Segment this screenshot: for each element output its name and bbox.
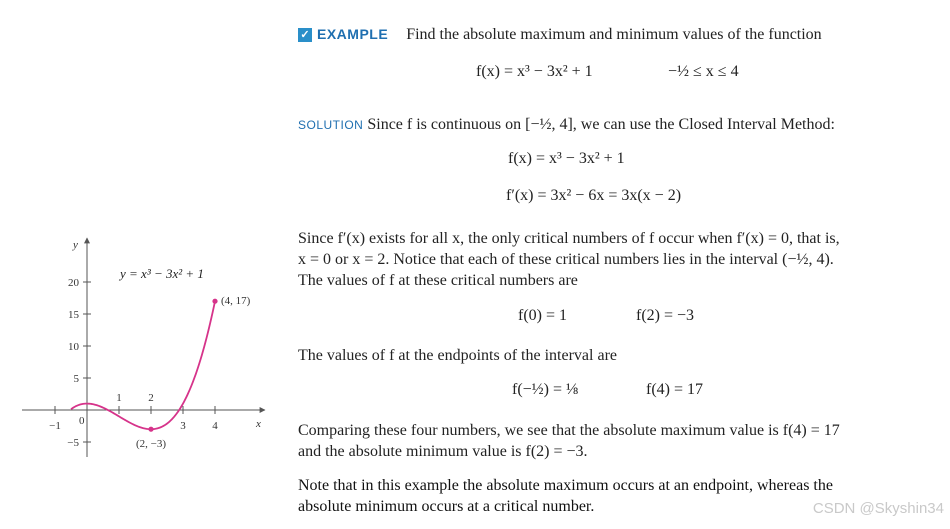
note-paragraph xyxy=(298,475,833,517)
function-equation: f(x) = x³ − 3x² + 1 xyxy=(476,63,593,80)
paragraph-comparison-line1: Comparing these four numbers, we see that the absolute maximum value is f(4) = 17 xyxy=(298,422,840,439)
point-label: (4, 17) xyxy=(221,295,251,308)
example-label: EXAMPLE xyxy=(317,26,389,42)
example-heading xyxy=(298,26,822,44)
note-line2: absolute minimum occurs at a critical number. xyxy=(298,498,595,515)
paragraph-endpoints: The values of f at the endpoints of the interval are xyxy=(298,347,617,364)
paragraph-critical xyxy=(298,228,840,291)
x-tick-label: −1 xyxy=(49,420,61,432)
y-axis-label: y xyxy=(73,239,78,251)
interval-condition: −½ ≤ x ≤ 4 xyxy=(668,63,739,80)
x-tick-label: 3 xyxy=(180,420,186,432)
note-line1: Note that in this example the absolute maximum occurs at an endpoint, whereas the xyxy=(298,477,833,494)
endpoint-value-right: f(4) = 17 xyxy=(646,381,704,398)
x-axis-label: x xyxy=(256,418,261,430)
endpoint-value-left: f(−½) = ⅛ xyxy=(512,381,579,398)
y-tick-label: −5 xyxy=(67,437,79,449)
critical-value-f2: f(2) = −3 xyxy=(636,307,695,324)
solution-intro-line xyxy=(298,114,835,136)
y-tick-label: 5 xyxy=(73,373,79,385)
solution-label: SOLUTION xyxy=(298,118,364,132)
curve-equation-label: y = x³ − 3x² + 1 xyxy=(120,266,204,281)
origin-label: 0 xyxy=(79,415,85,427)
point-label: (2, −3) xyxy=(135,438,167,451)
watermark: CSDN @Skyshin34 xyxy=(812,500,944,517)
x-tick-label: 2 xyxy=(148,392,154,404)
solution-eq-f: f(x) = x³ − 3x² + 1 xyxy=(508,150,625,167)
point-marker xyxy=(148,427,153,432)
solution-eq-fprime: f′(x) = 3x² − 6x = 3x(x − 2) xyxy=(506,187,682,204)
y-tick-label: 10 xyxy=(68,341,79,353)
paragraph-comparison xyxy=(298,420,840,462)
paragraph-critical-line3: The values of f at these critical numbers are xyxy=(298,272,578,289)
point-marker xyxy=(212,299,217,304)
critical-value-f0: f(0) = 1 xyxy=(518,307,568,324)
solution-intro: Since f is continuous on [−½, 4], we can use the Closed Interval Method: xyxy=(367,116,835,133)
example-prompt: Find the absolute maximum and minimum values of the function xyxy=(406,26,822,43)
paragraph-critical-line1: Since f′(x) exists for all x, the only critical numbers of f occur when f′(x) = 0, that is, xyxy=(298,230,840,247)
checkmark-v-icon: ✓ xyxy=(298,28,312,42)
y-tick-label: 15 xyxy=(68,309,79,321)
x-tick-label: 1 xyxy=(116,392,122,404)
paragraph-comparison-line2: and the absolute minimum value is f(2) = −3. xyxy=(298,443,588,460)
y-tick-label: 20 xyxy=(68,277,79,289)
x-tick-label: 4 xyxy=(212,420,218,432)
paragraph-critical-line2: x = 0 or x = 2. Notice that each of these critical numbers lies in the interval (−½, 4). xyxy=(298,251,834,268)
function-graph xyxy=(0,0,290,529)
